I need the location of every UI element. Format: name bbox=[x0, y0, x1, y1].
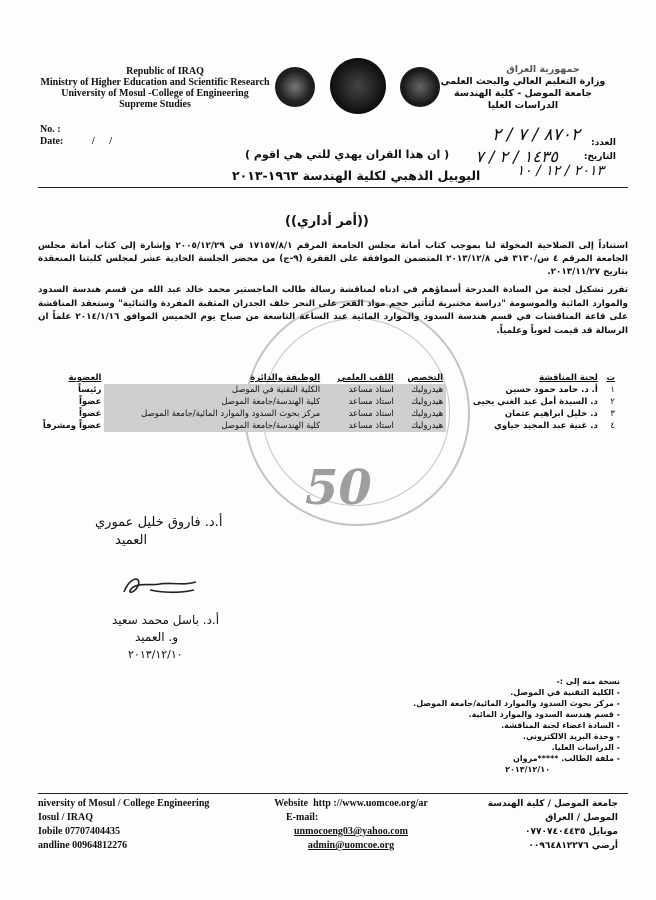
no-label: No. : bbox=[40, 124, 61, 135]
ar-number-value: ٨٧٠٢ / ٧ / ٢ bbox=[492, 125, 580, 145]
header-en-line: Ministry of Higher Education and Scientific Research bbox=[40, 77, 270, 88]
footer-ar-line: الموصل / العراق bbox=[545, 813, 618, 823]
jubilee-stamp-number: 50 bbox=[305, 460, 372, 516]
ar-number-label: العدد: bbox=[591, 138, 616, 148]
col-position: الوظيفة والدائرة bbox=[250, 373, 321, 383]
cell-specialty: هيدروليك bbox=[397, 384, 446, 396]
list-item: - مركز بحوث السدود والموارد المائية/جامعة الموصل. bbox=[413, 699, 620, 708]
website-label: Website bbox=[274, 798, 309, 809]
col-member-name: لجنة المناقشة bbox=[539, 373, 598, 383]
header-ar bbox=[428, 64, 618, 112]
copies-title: نسخة منه إلى :- bbox=[556, 677, 620, 686]
header-en-line: Republic of IRAQ bbox=[126, 66, 204, 77]
email-link-secondary[interactable]: admin@uomcoe.org bbox=[307, 840, 395, 851]
cell-specialty: هيدروليك bbox=[397, 420, 446, 432]
cell-position: الكلية التقنية في الموصل bbox=[104, 384, 323, 396]
university-seal-center bbox=[330, 58, 386, 114]
footer-en-line: andline 00964812276 bbox=[38, 840, 128, 851]
cell-position: كلية الهندسة/جامعة الموصل bbox=[104, 396, 323, 408]
dean-name: أ.د. فاروق خليل عموري bbox=[95, 515, 223, 530]
header-ar-line: الدراسات العليا bbox=[487, 100, 559, 111]
cell-academic-title: استاذ مساعد bbox=[323, 408, 397, 420]
header-ar-line: جامعة الموصل - كلية الهندسة bbox=[453, 88, 592, 99]
footer-en-line: niversity of Mosul / College Engineering bbox=[38, 798, 210, 809]
footer-ar-line: جامعة الموصل / كلية الهندسة bbox=[487, 799, 618, 809]
cell-member-name: د. خليل ابراهيم عثمان bbox=[504, 409, 598, 419]
copies-list bbox=[400, 676, 620, 775]
cell-specialty: هيدروليك bbox=[397, 396, 446, 408]
footer-contact bbox=[266, 797, 436, 853]
footer-rule bbox=[38, 793, 628, 794]
table-row bbox=[28, 408, 618, 420]
cell-membership: عضواً bbox=[79, 409, 102, 419]
body-paragraph-authority: استناداً إلى الصلاحية المخولة لنا بموجب كتاب أمانة مجلس الجامعة المرقم ١٧١٥٧/٨/١ في ٢٠٠٥/١٢/٢٩ وإشارة إلى كتاب أمانة مجلس الجامعة المرقم ٤ س/٣١٣٠ في ٢٠١٣/١٢/٨ المتضمن الموافقة على الفقرة (٩-ج) من محضر الجلسة الحادية عشر لمجلس كليتنا المنعقدة بتاريخ ٢٠١٣/١١/٢٧. bbox=[38, 241, 628, 277]
col-specialty: التخصص bbox=[407, 373, 444, 383]
ar-date-label: التاريخ: bbox=[583, 152, 616, 162]
cell-member-name: د. غنية عبد المجيد حياوي bbox=[494, 421, 598, 431]
list-item: - السادة اعضاء لجنة المناقشة. bbox=[501, 721, 620, 730]
list-item: - قسم هندسة السدود والموارد المائية. bbox=[468, 710, 620, 719]
footer-ar bbox=[468, 797, 618, 853]
header-en-line: University of Mosul -College of Engineering bbox=[61, 88, 249, 99]
cell-academic-title: استاذ مساعد bbox=[323, 420, 397, 432]
date-value: / / bbox=[92, 136, 119, 147]
header-en-line: Supreme Studies bbox=[119, 99, 191, 110]
vice-dean-title: و. العميد bbox=[135, 630, 179, 644]
cell-academic-title: استاذ مساعد bbox=[323, 384, 397, 396]
cell-member-name: أ. د. حامد حمود حسين bbox=[505, 385, 598, 395]
cell-membership: عضواً bbox=[79, 397, 102, 407]
table-row bbox=[28, 396, 618, 408]
committee-header-row bbox=[28, 372, 618, 384]
header-ar-line: وزارة التعليم العالي والبحث العلمي bbox=[440, 76, 606, 87]
list-item: - الكلية التقنية في الموصل. bbox=[510, 688, 620, 697]
committee-table bbox=[28, 372, 618, 432]
cell-position: مركز بحوث السدود والموارد المائية/جامعة الموصل bbox=[104, 408, 323, 420]
jubilee-title: اليوبيل الذهبي لكلية الهندسة ١٩٦٣-٢٠١٣ bbox=[232, 168, 481, 183]
order-title: ((أمر أداري)) bbox=[285, 214, 369, 229]
col-membership: العضوية bbox=[68, 373, 102, 383]
website-link[interactable]: http ://www.uomcoe.org/ar bbox=[313, 798, 428, 809]
cell-specialty: هيدروليك bbox=[397, 408, 446, 420]
date-label: Date: bbox=[40, 136, 64, 147]
body-paragraph-decision: تقرر تشكيل لجنة من السادة المدرجة أسماؤهم في ادناه لمناقشة رسالة طالب الماجستير محمد خالد عبد الله من قسم هندسة السدود والموارد المائية والموسومة "دراسة مختبرية لتأثير حجم مواد القعر على النحر خلف الجدران المثقبة المفردة والثنائية" وستعقد المناقشة على قاعة المناقشات في قسم هندسة السدود والموارد المائية عند الساعة التاسعة من صباح يوم الخميس الموافق ٢٠١٤/١/١٦ علماً ان الرسالة قد قيمت لغوياً وعلمياً. bbox=[38, 285, 628, 336]
ar-date-value-second: ٢٠١٣ / ١٢ / ١٠ bbox=[516, 163, 604, 179]
table-row bbox=[28, 420, 618, 432]
footer-en bbox=[38, 797, 209, 853]
cell-index: ٤ bbox=[610, 421, 615, 431]
cell-member-name: د. السيدة أمل عبد الغني يحيى bbox=[472, 397, 598, 407]
list-item: - وحدة البريد الالكتروني. bbox=[522, 732, 620, 741]
vice-dean-signature bbox=[120, 572, 200, 602]
ar-date-value: ١٤٣٥ / ٢ / ٧ bbox=[475, 147, 558, 166]
footer-ar-line: أرضي ٠٠٩٦٤٨١٢٢٧٦ bbox=[528, 841, 618, 851]
cell-index: ٢ bbox=[610, 397, 615, 407]
header-ar-line: جمهورية العراق bbox=[506, 64, 580, 75]
quran-verse: ( ان هذا القران يهدي للتي هي اقوم ) bbox=[245, 148, 450, 161]
footer-ar-line: موبايل ٠٧٧٠٧٤٠٤٤٣٥ bbox=[525, 827, 618, 837]
cell-academic-title: استاذ مساعد bbox=[323, 396, 397, 408]
list-item: - الدراسات العليا. bbox=[551, 743, 620, 752]
col-index: ت bbox=[606, 373, 615, 383]
email-label: E-mail: bbox=[286, 812, 319, 823]
header-en bbox=[40, 66, 270, 110]
header-rule bbox=[38, 187, 628, 188]
cell-membership: عضواً ومشرفاً bbox=[42, 421, 102, 431]
vice-dean-name: أ.د. باسل محمد سعيد bbox=[112, 613, 220, 627]
footer-en-line: Iobile 07707404435 bbox=[38, 826, 120, 837]
email-link-primary[interactable]: unmocoeng03@yahoo.com bbox=[293, 826, 409, 837]
dean-title: العميد bbox=[115, 533, 148, 548]
list-item: ٢٠١٣/١٢/١٠ bbox=[505, 765, 550, 774]
footer-en-line: Iosul / IRAQ bbox=[38, 812, 94, 823]
university-seal-left bbox=[275, 67, 315, 107]
table-row bbox=[28, 384, 618, 396]
website-line bbox=[266, 797, 436, 811]
cell-index: ٣ bbox=[610, 409, 615, 419]
col-academic-title: اللقب العلمي bbox=[337, 373, 394, 383]
cell-index: ١ bbox=[610, 385, 615, 395]
vice-dean-date: ٢٠١٣/١٢/١٠ bbox=[128, 648, 183, 661]
list-item: - ملفة الطالب. *****مروان bbox=[513, 754, 620, 763]
cell-membership: رئيساً bbox=[78, 385, 102, 395]
cell-position: كلية الهندسة/جامعة الموصل bbox=[104, 420, 323, 432]
